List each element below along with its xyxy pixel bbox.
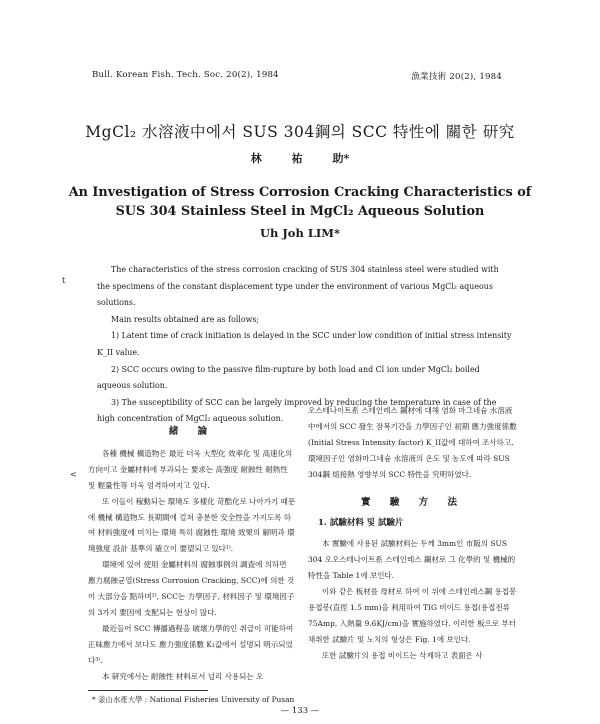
- left-column: [88, 424, 296, 685]
- section-heading-introduction: 緒 論: [168, 426, 216, 437]
- section-heading-methods: 實 驗 方 法: [361, 496, 465, 508]
- body-paragraph: 또한 試驗片의 용접 비이드는 삭제하고 表面은 사: [322, 650, 483, 660]
- body-paragraph: 本 研究에서는 耐蝕性 材料로서 널리 사용되는 오: [102, 671, 264, 681]
- body-paragraph: 이와 같은 板材를 母材로 하여 이 위에 스테인레스鋼 용접봉 용접봉(直徑 1.5 mm)을 利用하여 TIG 비이드 용접(용접전류 75Amp, 入熱量 9.6KJ/cm)을 實施하였다. 이러한 板으로 부터 채취한 試驗片 및 노치의 형상은 Fig. 1에 보인다.: [308, 587, 517, 644]
- paper-title-english-line1: An Investigation of Stress Corrosion Cracking Characteristics of: [68, 185, 532, 200]
- margin-mark: <: [70, 470, 77, 479]
- paper-title-english-line2: SUS 304 Stainless Steel in MgCl₂ Aqueous Solution: [115, 204, 485, 219]
- footnote-affiliation: * 釜山水產大學 : National Fisheries University of Pusan: [92, 695, 295, 704]
- subsection-heading: 1. 試驗材料 및 試驗片: [318, 518, 404, 529]
- abstract-result: 1) Latent time of crack initiation is delayed in the SCC under low condition of initial stress intensity K_II value.: [97, 331, 512, 357]
- margin-mark: t: [62, 276, 66, 285]
- journal-citation-kr: 漁業技術 20(2), 1984: [411, 72, 502, 82]
- page-number: — 133 —: [280, 706, 320, 716]
- abstract-result: 3) The susceptibility of SCC can be largely improved by reducing the temperature in case of the high concentration of MgCl₂ aqueous solution.: [97, 397, 497, 424]
- body-paragraph: 環境에 있어 使用 金屬材料의 腐蝕事例의 調査에 의하면 應力腐蝕균열(Stress Corrosion Cracking, SCC)에 의한 것이 大部分을 點하며²⁾, SCC는 力學因子, 材料因子 및 環境因子의 3가지 要因에 支配되는 현상이 많다.: [88, 560, 295, 617]
- paper-title-korean: MgCl₂ 水溶液中에서 SUS 304鋼의 SCC 特性에 關한 研究: [85, 123, 515, 141]
- body-paragraph: 最近들어 SCC 傳播過程을 破壞力學的인 취급이 可能하여 正味應力에서 보다도 應力強度係數 K₁값에서 설명되 明示되었다³⁾.: [88, 623, 294, 665]
- paper-title-english: [0, 183, 600, 221]
- right-column: [308, 403, 518, 664]
- body-paragraph: 各種 機械 構造物은 最近 더욱 大型化 效率化 및 高速化의 方向이고 金屬材料에 부과되는 要求는 高強度 耐蝕性 耐熱性 및 輕量性等 더욱 엄격하여지고 있다.: [88, 448, 293, 490]
- author-korean: 林 祐 助*: [250, 152, 350, 165]
- body-paragraph: 또 이들이 稼動되는 環境도 多樣化 苛酷化로 나아가기 때문에 機械 構造物도 長期間에 걸쳐 충분한 安全性을 가지도록 하여 材料強度에 미치는 環境 특히 腐蝕性 環境 效果의 解明과 環境強度 設計 基準의 確立이 要望되고 있다¹⁾.: [88, 496, 296, 554]
- abstract-result: 2) SCC occurs owing to the passive film-rupture by both load and Cl ion under MgCl₂ boiled aqueous solution.: [97, 364, 480, 391]
- abstract-paragraph: Main results obtained are as follows;: [111, 314, 260, 324]
- author-english: Uh Joh LIM*: [259, 226, 341, 240]
- body-paragraph: 오스테나이트系 스테인레스 鋼材에 대해 염화 마그네슘 水溶液 中에서의 SCC 發生 잠복기간을 力學因子인 初期 應力強度係數(Initial Stress Intensity factor) K_II값에 대하여 조사하고, 環境因子인 염화마그네슘 水溶液의 온도 및 농도에 따라 SUS 304鋼 熔接熱 영향부의 SCC 特性을 究明하였다.: [308, 406, 517, 479]
- body-paragraph: 本 實驗에 사용된 試驗材料는 두께 3mm인 市販의 SUS 304 오오스테나이트系 스테인레스 鋼材로 그 化學的 및 機械的 特性을 Table 1에 보인다.: [308, 539, 516, 581]
- journal-citation-en: Bull. Korean Fish. Tech. Soc. 20(2), 1984: [92, 70, 279, 80]
- abstract-paragraph: The characteristics of the stress corrosion cracking of SUS 304 stainless steel were studied with the specimens of the constant displacement type under the environment of various MgCl₂ aqueous solutions.: [97, 265, 499, 308]
- footnote-divider: [88, 690, 208, 691]
